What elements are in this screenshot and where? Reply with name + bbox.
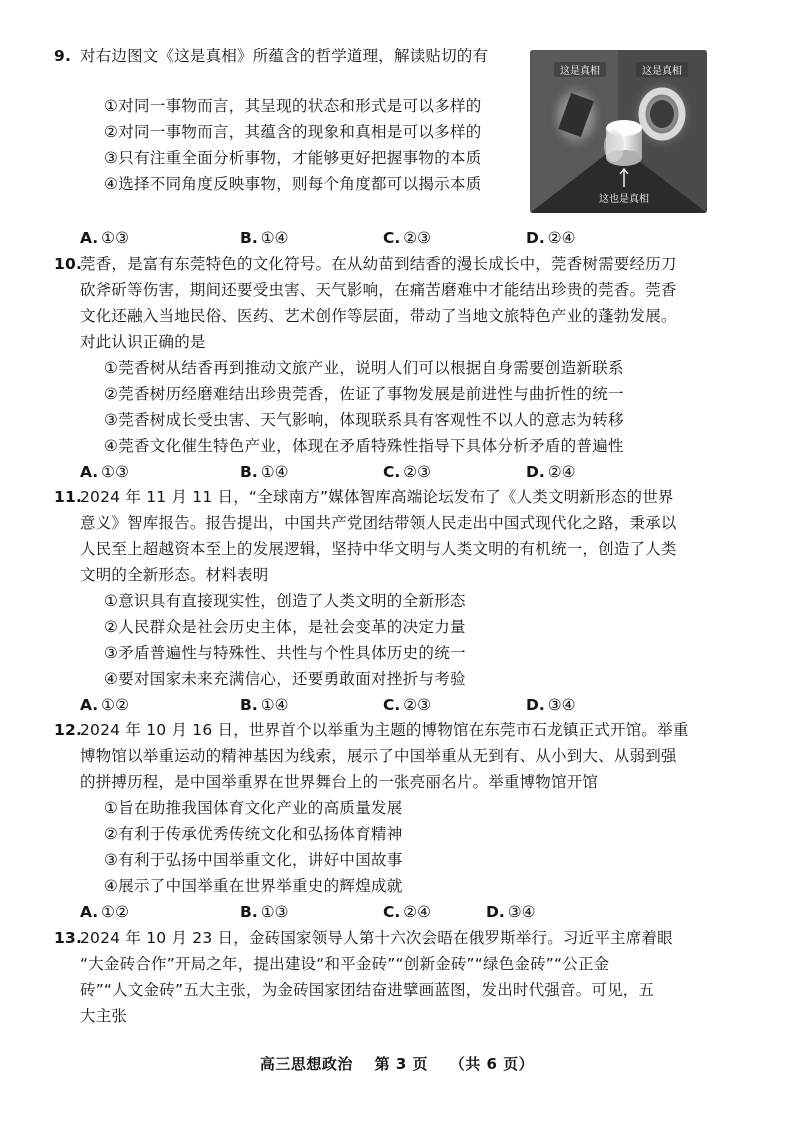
question-stem-line: 2024 年 10 月 23 日，金砖国家领导人第十六次会晤在俄罗斯举行。习近平主席着眼 [80, 929, 673, 947]
option-4: ④莞香文化催生特色产业，体现在矛盾特殊性指导下具体分析矛盾的普遍性 [104, 437, 624, 455]
truth-figure-image [530, 50, 707, 213]
option-1: ①莞香树从结香再到推动文旅产业，说明人们可以根据自身需要创造新联系 [104, 359, 624, 377]
option-2: ②有利于传承优秀传统文化和弘扬体育精神 [104, 825, 403, 843]
choice-c: C. ②③ [383, 463, 432, 481]
question-stem-line: 人民至上超越资本至上的发展逻辑，坚持中华文明与人类文明的有机统一，创造了人类 [80, 540, 677, 558]
footer-total-pages: （共 6 页） [449, 1055, 535, 1073]
option-3: ③有利于弘扬中国举重文化，讲好中国故事 [104, 851, 403, 869]
choice-d: D. ②④ [526, 463, 576, 481]
choice-a: A. ①② [80, 903, 129, 921]
footer-subject: 高三思想政治 [259, 1055, 353, 1073]
question-stem-line: 2024 年 10 月 16 日，世界首个以举重为主题的博物馆在东莞市石龙镇正式开馆。举重 [80, 721, 689, 739]
question-number: 10. [54, 255, 83, 273]
choice-c: C. ②③ [383, 696, 432, 714]
option-1: ①对同一事物而言，其呈现的状态和形式是可以多样的 [104, 97, 482, 115]
figure-label-bottom: 这也是真相 [599, 194, 649, 205]
question-stem-line: 莞香，是富有东莞特色的文化符号。在从幼苗到结香的漫长成长中，莞香树需要经历刀 [80, 255, 677, 273]
choice-a: A. ①② [80, 696, 129, 714]
question-stem-line: 对右边图文《这是真相》所蕴含的哲学道理，解读贴切的有 [80, 47, 489, 65]
figure-label-left: 这是真相 [560, 66, 600, 77]
truth-figure-svg [530, 50, 707, 213]
option-1: ①旨在助推我国体育文化产业的高质量发展 [104, 799, 403, 817]
figure-label-right: 这是真相 [642, 66, 682, 77]
choice-d: D. ③④ [526, 696, 576, 714]
choice-c: C. ②③ [383, 229, 432, 247]
option-1: ①意识具有直接现实性，创造了人类文明的全新形态 [104, 592, 466, 610]
choice-b: B. ①④ [240, 229, 289, 247]
choice-b: B. ①④ [240, 696, 289, 714]
choice-c: C. ②④ [383, 903, 432, 921]
question-stem-line: “大金砖合作”开局之年，提出建设“和平金砖”“创新金砖”“绿色金砖”“公正金 [80, 955, 610, 973]
question-stem-line: 大主张 [80, 1007, 128, 1025]
question-number: 13. [54, 929, 83, 947]
question-number: 11. [54, 488, 83, 506]
choice-d: D. ②④ [526, 229, 576, 247]
question-number: 12. [54, 721, 83, 739]
option-4: ④选择不同角度反映事物，则每个角度都可以揭示本质 [104, 175, 482, 193]
option-2: ②对同一事物而言，其蕴含的现象和真相是可以多样的 [104, 123, 482, 141]
question-number: 9. [54, 47, 72, 65]
question-stem-line: 的拼搏历程，是中国举重界在世界舞台上的一张亮丽名片。举重博物馆开馆 [80, 773, 599, 791]
page-footer [0, 1053, 794, 1074]
choice-b: B. ①④ [240, 463, 289, 481]
question-stem-line: 意义》智库报告。报告提出，中国共产党团结带领人民走出中国式现代化之路，秉承以 [80, 514, 677, 532]
question-stem-line: 砖”“人文金砖”五大主张，为金砖国家团结奋进擘画蓝图，发出时代强音。可见，五 [80, 981, 655, 999]
choice-d: D. ③④ [486, 903, 536, 921]
option-4: ④要对国家未来充满信心，还要勇敢面对挫折与考验 [104, 670, 466, 688]
question-stem-line: 2024 年 11 月 11 日，“全球南方”媒体智库高端论坛发布了《人类文明新形态的世界 [80, 488, 674, 506]
footer-page-number: 第 3 页 [374, 1055, 428, 1073]
option-3: ③莞香树成长受虫害、天气影响，体现联系具有客观性不以人的意志为转移 [104, 411, 624, 429]
choice-b: B. ①③ [240, 903, 289, 921]
option-2: ②人民群众是社会历史主体，是社会变革的决定力量 [104, 618, 466, 636]
question-stem-line: 砍斧斫等伤害，期间还要受虫害、天气影响，在痛苦磨难中才能结出珍贵的莞香。莞香 [80, 281, 677, 299]
question-stem-line: 文化还融入当地民俗、医药、艺术创作等层面，带动了当地文旅特色产业的蓬勃发展。 [80, 307, 677, 325]
choice-a: A. ①③ [80, 463, 129, 481]
question-stem-line: 文明的全新形态。材料表明 [80, 566, 269, 584]
question-stem-line: 博物馆以举重运动的精神基因为线索，展示了中国举重从无到有、从小到大、从弱到强 [80, 747, 677, 765]
option-3: ③只有注重全面分析事物，才能够更好把握事物的本质 [104, 149, 482, 167]
option-4: ④展示了中国举重在世界举重史的辉煌成就 [104, 877, 403, 895]
option-3: ③矛盾普遍性与特殊性、共性与个性具体历史的统一 [104, 644, 466, 662]
choice-a: A. ①③ [80, 229, 129, 247]
option-2: ②莞香树历经磨难结出珍贵莞香，佐证了事物发展是前进性与曲折性的统一 [104, 385, 624, 403]
question-stem-line: 对此认识正确的是 [80, 333, 206, 351]
